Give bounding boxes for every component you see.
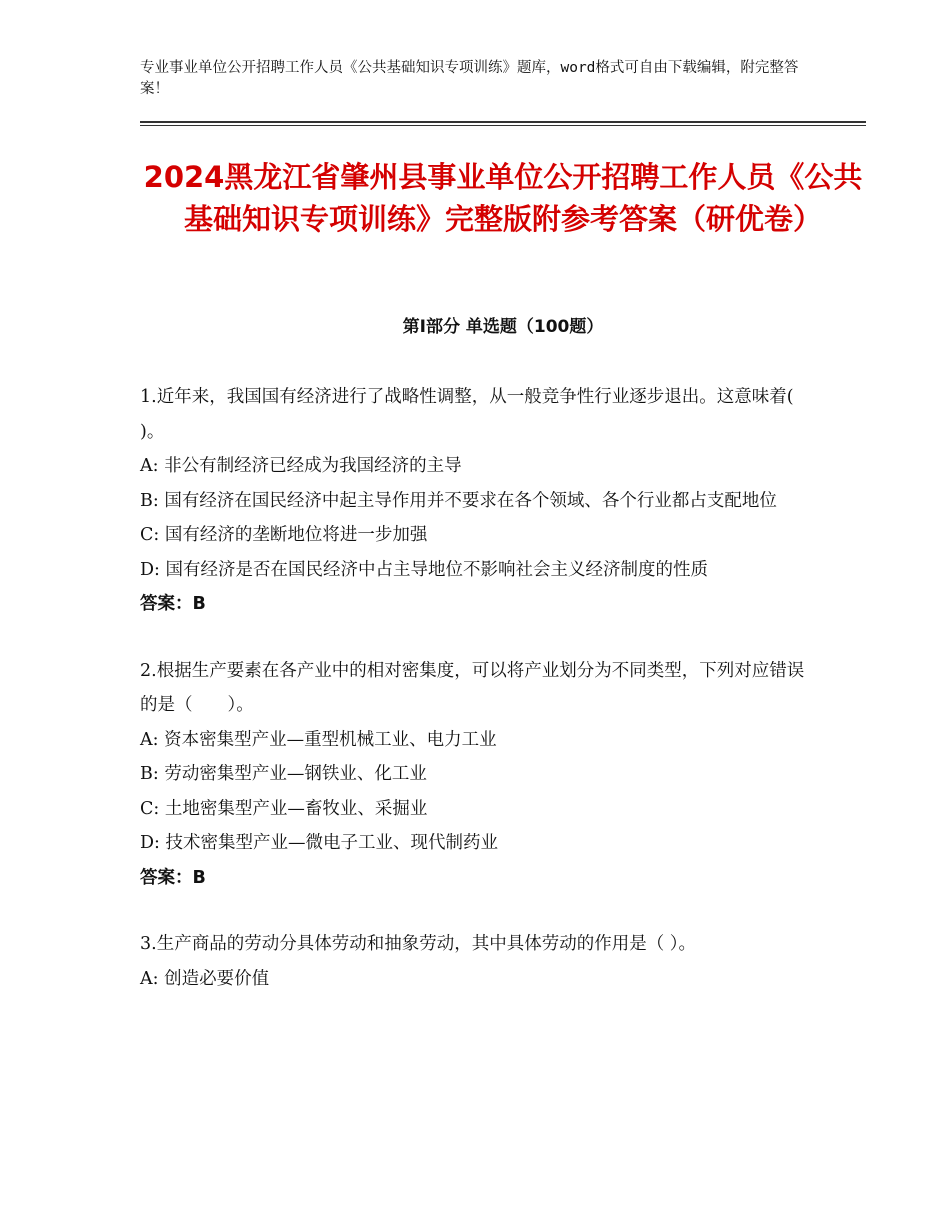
question-stem: 2.根据生产要素在各产业中的相对密集度，可以将产业划分为不同类型，下列对应错误的是（ ）。 — [140, 660, 805, 715]
question-2 — [140, 654, 810, 896]
option-a: A: 资本密集型产业—重型机械工业、电力工业 — [140, 729, 497, 750]
option-d: D: 技术密集型产业—微电子工业、现代制药业 — [140, 833, 498, 853]
question-3 — [140, 927, 810, 996]
header-note: 专业事业单位公开招聘工作人员《公共基础知识专项训练》题库，word格式可自由下载编辑，附完整答案！ — [140, 60, 799, 97]
answer: 答案：B — [140, 594, 206, 614]
option-c: C: 土地密集型产业—畜牧业、采掘业 — [140, 798, 428, 819]
option-d: D: 国有经济是否在国民经济中占主导地位不影响社会主义经济制度的性质 — [140, 559, 708, 580]
option-a: A: 创造必要价值 — [140, 968, 270, 989]
question-stem: 3.生产商品的劳动分具体劳动和抽象劳动，其中具体劳动的作用是（ ）。 — [140, 934, 697, 954]
question-1 — [140, 380, 810, 622]
section-title: 第Ⅰ部分 单选题（100题） — [402, 317, 604, 337]
option-b: B: 劳动密集型产业—钢铁业、化工业 — [140, 764, 427, 784]
question-stem: 1.近年来，我国国有经济进行了战略性调整，从一般竞争性行业逐步退出。这意味着( )。 — [140, 387, 794, 442]
option-a: A: 非公有制经济已经成为我国经济的主导 — [140, 456, 462, 476]
option-c: C: 国有经济的垄断地位将进一步加强 — [140, 525, 428, 545]
header-divider-second — [140, 125, 866, 126]
document-title: 2024黑龙江省肇州县事业单位公开招聘工作人员《公共基础知识专项训练》完整版附参考答案（研优卷） — [143, 160, 863, 236]
answer: 答案：B — [140, 867, 206, 888]
question-list — [140, 380, 810, 1028]
header-divider — [140, 121, 866, 123]
option-b: B: 国有经济在国民经济中起主导作用并不要求在各个领域、各个行业都占支配地位 — [140, 490, 777, 511]
